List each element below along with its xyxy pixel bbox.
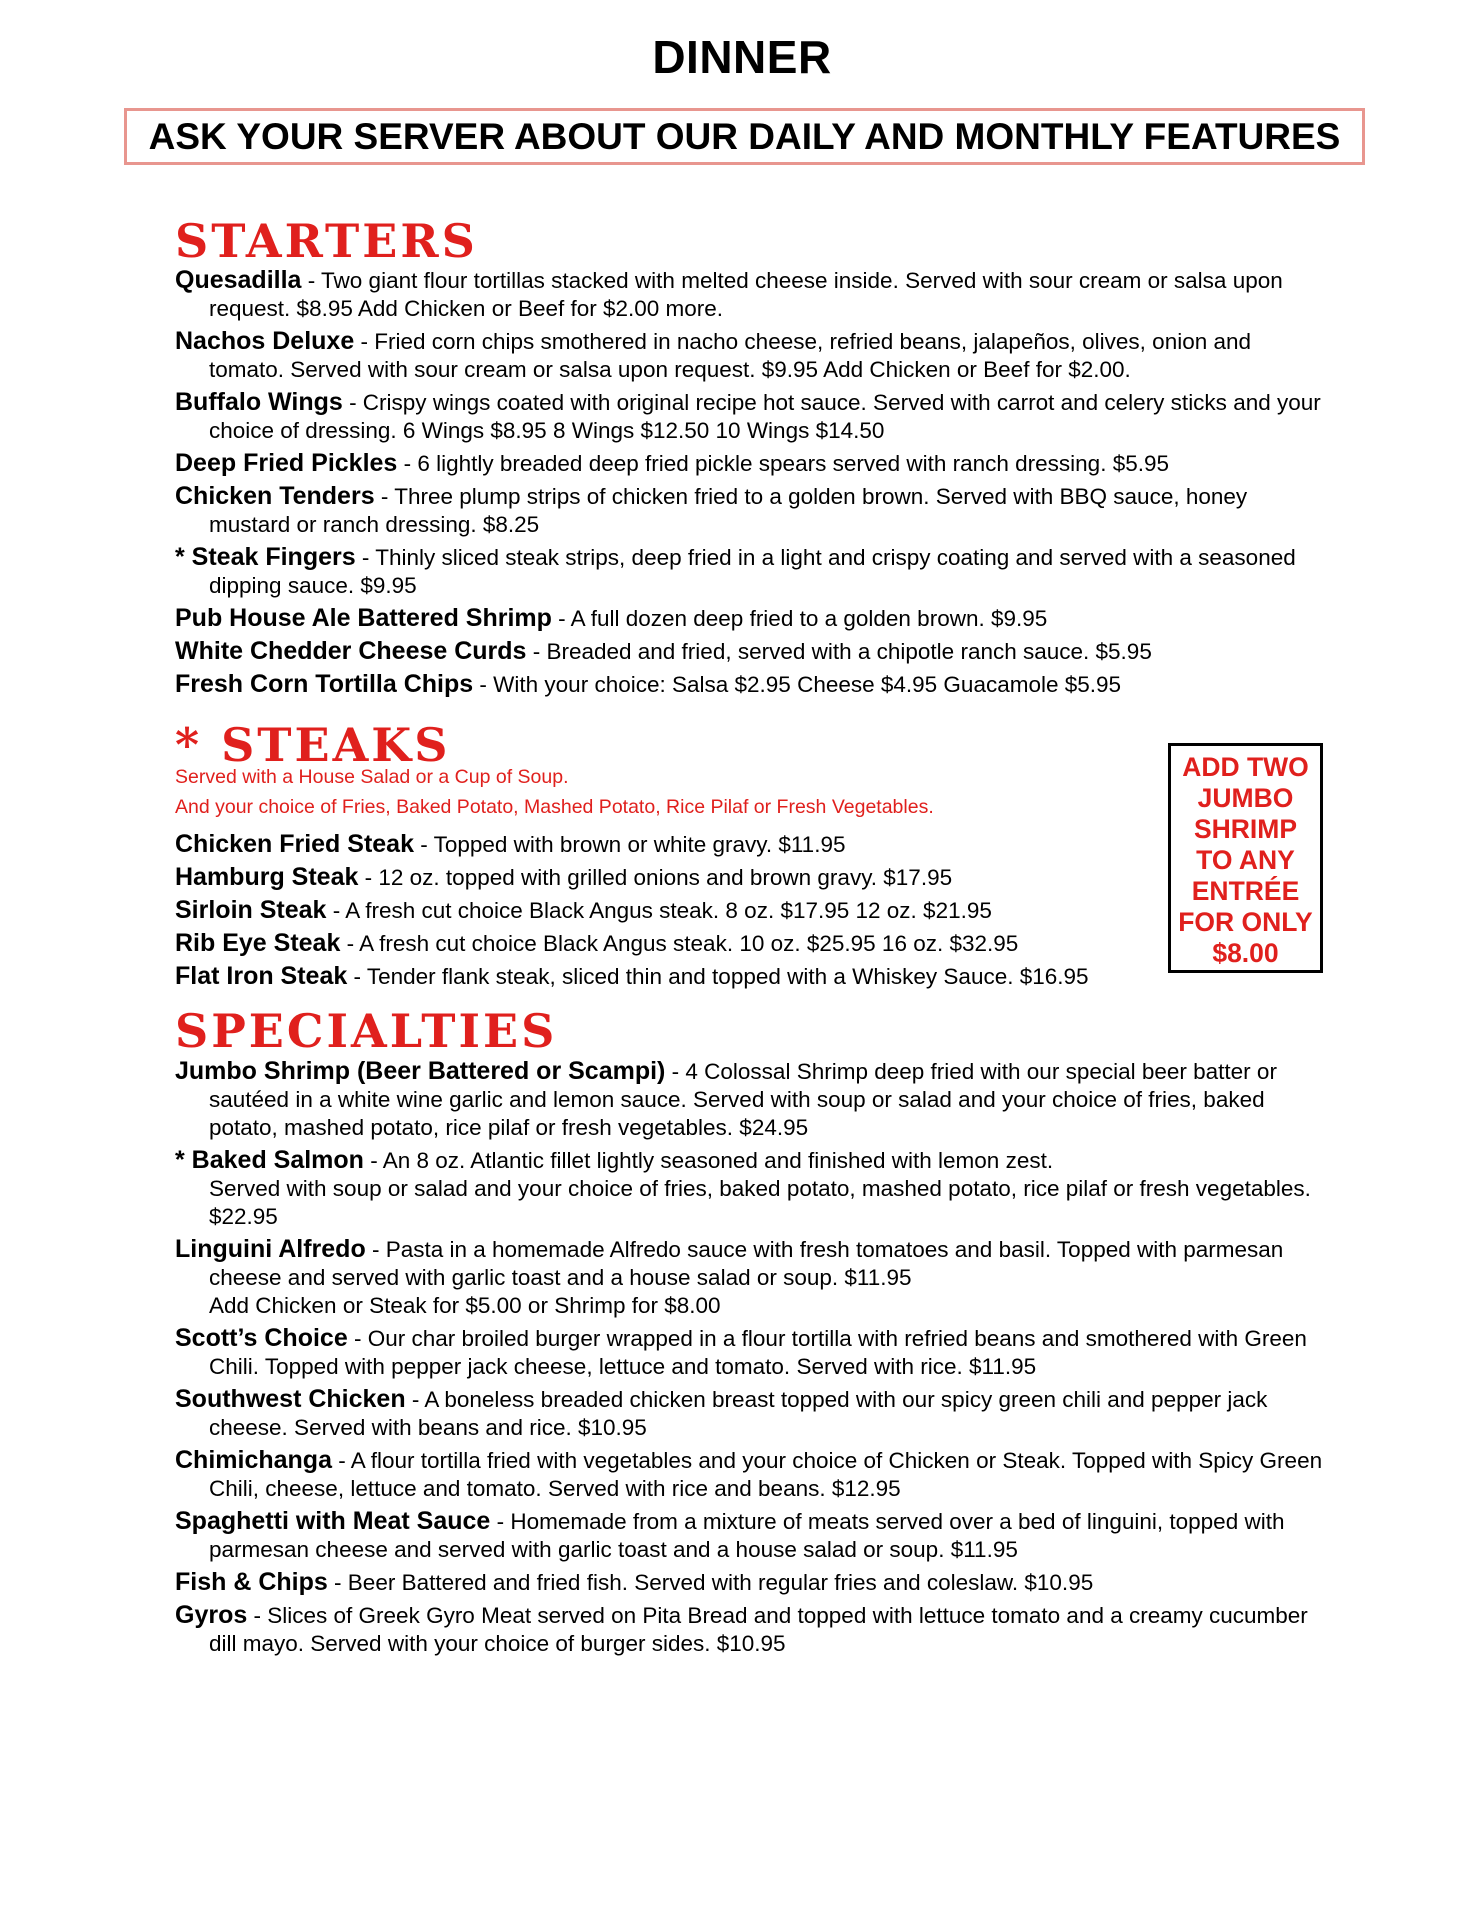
- list-item: [175, 604, 1325, 633]
- item-description: - Tender flank steak, sliced thin and topped with a Whiskey Sauce. $16.95: [347, 964, 1089, 989]
- item-description: - 12 oz. topped with grilled onions and brown gravy. $17.95: [358, 865, 953, 890]
- list-item: [175, 543, 1325, 600]
- callout-line: TO ANY: [1196, 845, 1295, 875]
- item-description: - Breaded and fried, served with a chipotle ranch sauce. $5.95: [526, 639, 1152, 664]
- item-name: * Baked Salmon: [175, 1146, 364, 1174]
- item-description: - 4 Colossal Shrimp deep fried with our special beer batter or sautéed in a white wine garlic and lemon sauce. Served with soup or salad and your choice of fries, baked potato, mashed potato, rice pilaf or fresh vegetables. $24.95: [209, 1059, 1277, 1140]
- item-description: - Homemade from a mixture of meats served over a bed of linguini, topped with parmesan cheese and served with garlic toast and a house salad or soup. $11.95: [209, 1509, 1285, 1562]
- steaks-heading: * STEAKS: [175, 718, 451, 772]
- callout-line: ENTRÉE: [1191, 876, 1300, 906]
- item-description: - Thinly sliced steak strips, deep fried in a light and crispy coating and served with a seasoned dipping sauce. $9.95: [209, 545, 1296, 598]
- item-name: Scott’s Choice: [175, 1324, 348, 1352]
- item-description: - A fresh cut choice Black Angus steak. 8 oz. $17.95 12 oz. $21.95: [326, 898, 992, 923]
- item-name: Chicken Tenders: [175, 482, 375, 510]
- list-item: [175, 670, 1325, 699]
- list-item: [175, 388, 1325, 445]
- list-item: [175, 1446, 1325, 1503]
- steaks-list: [175, 830, 1165, 995]
- specialties-list: [175, 1057, 1325, 1662]
- item-description: - Beer Battered and fried fish. Served with regular fries and coleslaw. $10.95: [327, 1570, 1094, 1595]
- list-item: [175, 1385, 1325, 1442]
- item-description: - A full dozen deep fried to a golden brown. $9.95: [551, 606, 1048, 631]
- starters-heading: STARTERS: [175, 214, 478, 268]
- item-description-extra: Served with soup or salad and your choice of fries, baked potato, mashed potato, rice pilaf or fresh vegetables. $22.95: [209, 1176, 1311, 1229]
- item-description: - Three plump strips of chicken fried to a golden brown. Served with BBQ sauce, honey mustard or ranch dressing. $8.25: [209, 484, 1248, 537]
- item-name: Jumbo Shrimp (Beer Battered or Scampi): [175, 1057, 666, 1085]
- item-description: - Fried corn chips smothered in nacho cheese, refried beans, jalapeños, olives, onion and tomato. Served with sour cream or salsa upon request. $9.95 Add Chicken or Beef for $2.00.: [209, 329, 1252, 382]
- item-description-extra: Add Chicken or Steak for $5.00 or Shrimp for $8.00: [209, 1293, 721, 1318]
- steaks-note-choices: And your choice of Fries, Baked Potato, Mashed Potato, Rice Pilaf or Fresh Vegetables.: [175, 796, 934, 818]
- item-name: Southwest Chicken: [175, 1385, 406, 1413]
- list-item: [175, 449, 1325, 478]
- item-description: - Slices of Greek Gyro Meat served on Pita Bread and topped with lettuce tomato and a creamy cucumber dill mayo. Served with your choice of burger sides. $10.95: [209, 1603, 1308, 1656]
- callout-line: JUMBO: [1197, 783, 1294, 813]
- item-name: Hamburg Steak: [175, 863, 359, 891]
- list-item: [175, 830, 1165, 859]
- list-item: [175, 1324, 1325, 1381]
- item-name: Flat Iron Steak: [175, 962, 348, 990]
- page-title: DINNER: [652, 31, 832, 83]
- add-shrimp-callout: [1168, 743, 1323, 973]
- item-name: Deep Fried Pickles: [175, 449, 398, 477]
- list-item: [175, 1568, 1325, 1597]
- callout-line: SHRIMP: [1193, 814, 1298, 844]
- item-name: Linguini Alfredo: [175, 1235, 366, 1263]
- list-item: [175, 482, 1325, 539]
- item-name: Sirloin Steak: [175, 896, 327, 924]
- list-item: [175, 863, 1165, 892]
- item-name: Rib Eye Steak: [175, 929, 341, 957]
- item-name: Fish & Chips: [175, 1568, 328, 1596]
- item-name: * Steak Fingers: [175, 543, 356, 571]
- list-item: [175, 1235, 1325, 1320]
- item-name: Buffalo Wings: [175, 388, 343, 416]
- list-item: [175, 1601, 1325, 1658]
- list-item: [175, 637, 1325, 666]
- steaks-note-sides: Served with a House Salad or a Cup of Soup.: [175, 766, 569, 788]
- item-description: - Pasta in a homemade Alfredo sauce with fresh tomatoes and basil. Topped with parmesan cheese and served with garlic toast and a house salad or soup. $11.95: [209, 1237, 1284, 1290]
- item-description: - Crispy wings coated with original recipe hot sauce. Served with carrot and celery sticks and your choice of dressing. 6 Wings $8.95 8 Wings $12.50 10 Wings $14.50: [209, 390, 1321, 443]
- item-description: - Topped with brown or white gravy. $11.95: [413, 832, 846, 857]
- specialties-heading: SPECIALTIES: [175, 1004, 558, 1058]
- list-item: [175, 962, 1165, 991]
- item-name: Chicken Fried Steak: [175, 830, 414, 858]
- list-item: [175, 1057, 1325, 1142]
- list-item: [175, 896, 1165, 925]
- item-description: - An 8 oz. Atlantic fillet lightly seasoned and finished with lemon zest.: [363, 1148, 1054, 1173]
- features-banner: ASK YOUR SERVER ABOUT OUR DAILY AND MONTHLY FEATURES: [124, 108, 1365, 165]
- item-description: - A boneless breaded chicken breast topped with our spicy green chili and pepper jack cheese. Served with beans and rice. $10.95: [209, 1387, 1268, 1440]
- item-name: Spaghetti with Meat Sauce: [175, 1507, 491, 1535]
- item-description: - A fresh cut choice Black Angus steak. 10 oz. $25.95 16 oz. $32.95: [340, 931, 1019, 956]
- item-name: Gyros: [175, 1601, 248, 1629]
- list-item: [175, 929, 1165, 958]
- list-item: [175, 327, 1325, 384]
- list-item: [175, 266, 1325, 323]
- item-name: Pub House Ale Battered Shrimp: [175, 604, 552, 632]
- starters-list: [175, 266, 1325, 703]
- item-description: - A flour tortilla fried with vegetables and your choice of Chicken or Steak. Topped with Spicy Green Chili, cheese, lettuce and tomato. Served with rice and beans. $12.95: [209, 1448, 1323, 1501]
- item-description: - 6 lightly breaded deep fried pickle spears served with ranch dressing. $5.95: [397, 451, 1170, 476]
- callout-line: ADD TWO: [1182, 752, 1309, 782]
- item-description: - Our char broiled burger wrapped in a flour tortilla with refried beans and smothered with Green Chili. Topped with pepper jack cheese, lettuce and tomato. Served with rice. $11.95: [209, 1326, 1307, 1379]
- item-description: - With your choice: Salsa $2.95 Cheese $4.95 Guacamole $5.95: [473, 672, 1122, 697]
- item-name: White Chedder Cheese Curds: [175, 637, 527, 665]
- item-name: Fresh Corn Tortilla Chips: [175, 670, 474, 698]
- item-description: - Two giant flour tortillas stacked with melted cheese inside. Served with sour cream or salsa upon request. $8.95 Add Chicken or Beef for $2.00 more.: [209, 268, 1283, 321]
- item-name: Nachos Deluxe: [175, 327, 355, 355]
- list-item: [175, 1507, 1325, 1564]
- callout-line: $8.00: [1212, 938, 1279, 968]
- item-name: Quesadilla: [175, 266, 302, 294]
- callout-line: FOR ONLY: [1178, 907, 1313, 937]
- list-item: [175, 1146, 1325, 1231]
- item-name: Chimichanga: [175, 1446, 332, 1474]
